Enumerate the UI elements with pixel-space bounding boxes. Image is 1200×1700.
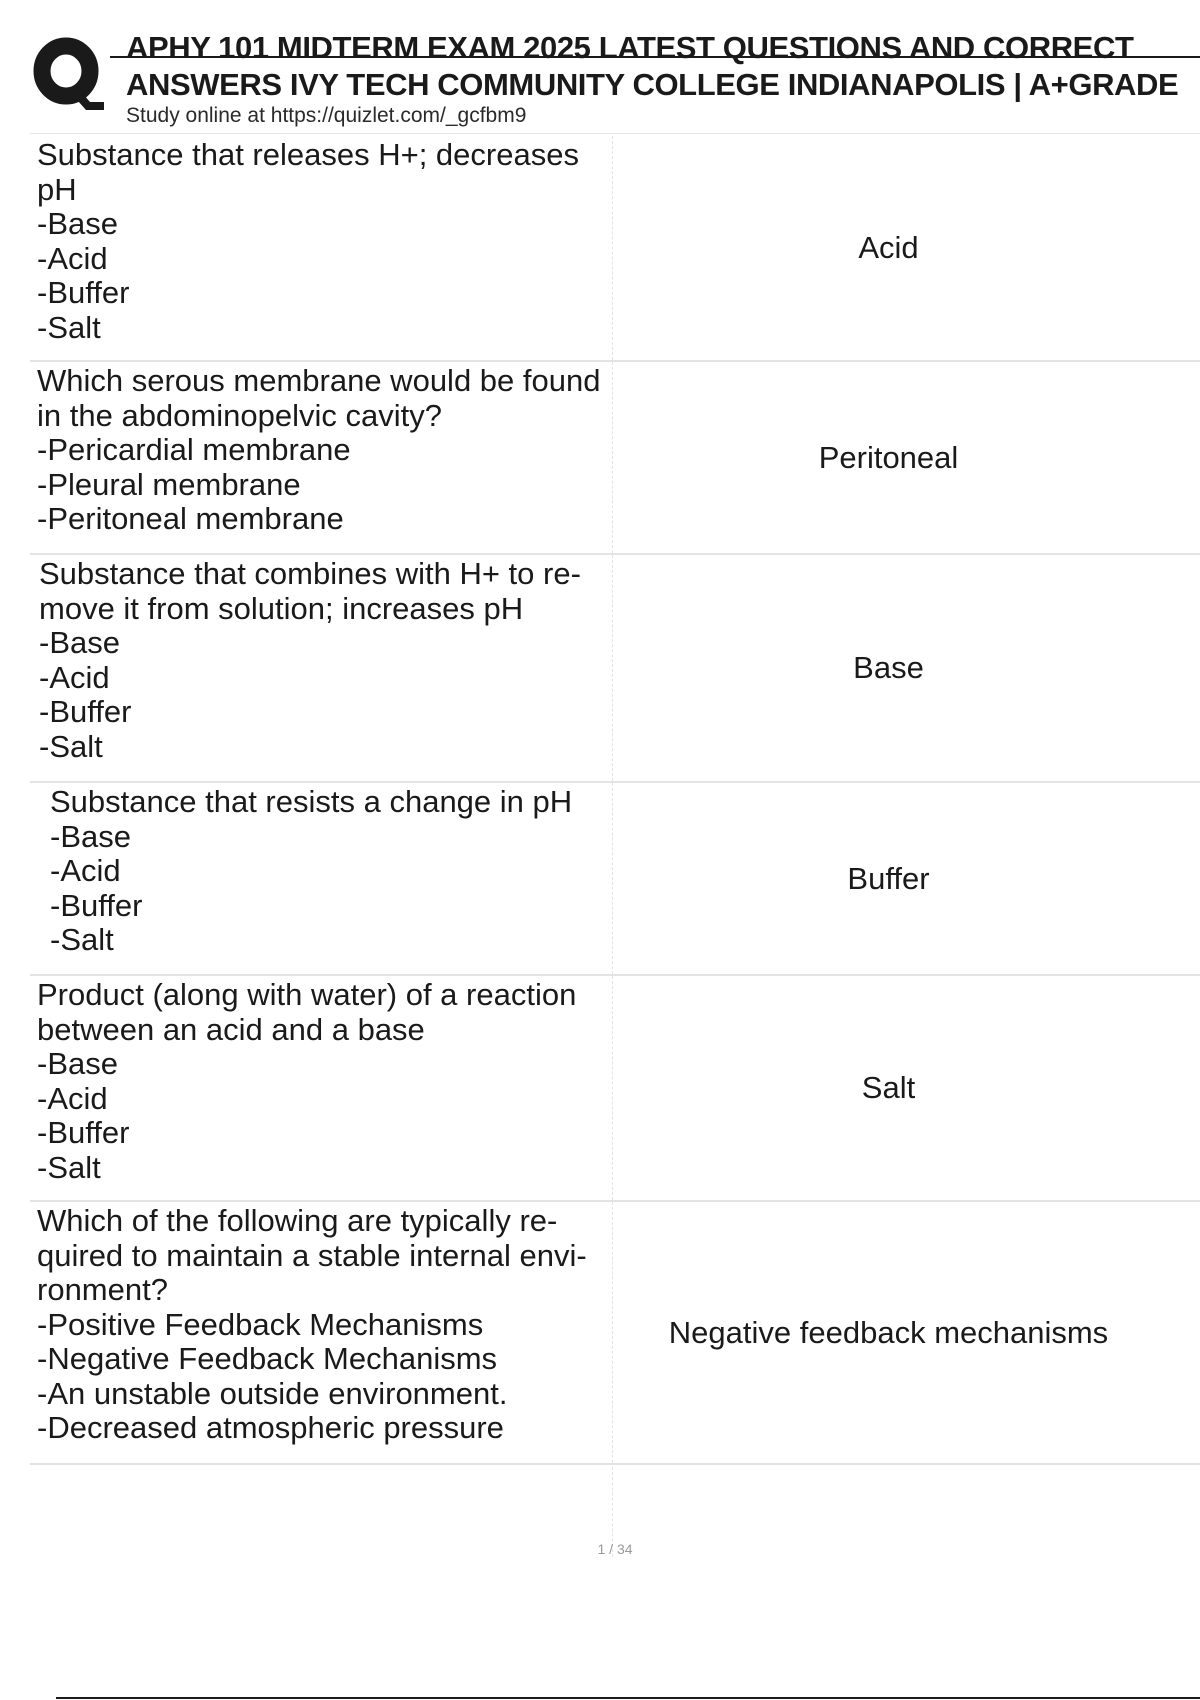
- document-header: [0, 0, 1200, 135]
- flashcard-term: [30, 362, 613, 553]
- flashcard: [30, 555, 1200, 783]
- term-line: move it from solution; increases pH: [39, 590, 524, 626]
- term-line: Substance that releases H+; decreases: [37, 137, 579, 172]
- term-option: -Positive Feedback Mechanisms: [37, 1306, 484, 1342]
- flashcard-definition: Salt: [861, 1070, 916, 1105]
- flashcard: [30, 783, 1200, 976]
- term-option: -Acid: [50, 853, 121, 888]
- term-line: Which serous membrane would be found: [37, 363, 601, 398]
- header-divider: [30, 133, 1200, 134]
- term-option: -Pericardial membrane: [37, 432, 351, 467]
- term-option: -Acid: [37, 240, 108, 276]
- term-line: Substance that resists a change in pH: [50, 784, 573, 819]
- flashcard-list: [30, 136, 1200, 1465]
- flashcard-term: [30, 555, 613, 781]
- page-number: 1 / 34: [597, 1541, 633, 1557]
- term-option: -Salt: [50, 922, 114, 957]
- term-option: -Buffer: [37, 275, 130, 310]
- term-line: quired to maintain a stable internal envi-: [37, 1237, 587, 1273]
- quizlet-q-logo-icon: [32, 34, 104, 112]
- term-option: -Salt: [37, 309, 101, 345]
- term-option: -Buffer: [50, 887, 143, 923]
- flashcard-definition: Buffer: [847, 860, 930, 896]
- term-line: ronment?: [37, 1272, 168, 1307]
- flashcard: [30, 136, 1200, 362]
- document-title-line-1: APHY 101 MIDTERM EXAM 2025 LATEST QUESTIONS AND CORRECT: [126, 30, 1134, 65]
- term-option: -Buffer: [39, 694, 132, 729]
- flashcard: [30, 362, 1200, 555]
- flashcard-term: [30, 783, 613, 974]
- term-option: -Base: [50, 818, 131, 854]
- flashcard-term: [30, 1202, 613, 1463]
- term-option: -Salt: [37, 1149, 101, 1185]
- term-option: -Acid: [37, 1080, 108, 1116]
- term-option: -Peritoneal membrane: [37, 501, 344, 536]
- flashcard: [30, 976, 1200, 1202]
- document-title-line-2: ANSWERS IVY TECH COMMUNITY COLLEGE INDIANAPOLIS | A+GRADE: [126, 67, 1179, 102]
- term-option: -Negative Feedback Mechanisms: [37, 1341, 498, 1376]
- flashcard-definition: Peritoneal: [818, 439, 959, 475]
- study-online-link[interactable]: Study online at https://quizlet.com/_gcfbm9: [126, 104, 527, 127]
- term-option: -Buffer: [37, 1115, 130, 1150]
- term-option: -Acid: [39, 659, 110, 695]
- flashcard-definition: Negative feedback mechanisms: [668, 1314, 1109, 1350]
- term-option: -Salt: [39, 728, 103, 764]
- term-option: -An unstable outside environment.: [37, 1375, 508, 1411]
- flashcard-term: [30, 976, 613, 1200]
- term-line: in the abdominopelvic cavity?: [37, 397, 442, 433]
- term-option: -Decreased atmospheric pressure: [37, 1410, 504, 1445]
- term-line: between an acid and a base: [37, 1011, 425, 1047]
- footer-divider: [56, 1697, 1200, 1699]
- flashcard-definition: Acid: [858, 230, 919, 265]
- term-option: -Base: [37, 1046, 118, 1081]
- term-line: Substance that combines with H+ to re-: [39, 556, 581, 591]
- flashcard: [30, 1202, 1200, 1465]
- flashcard-definition: Base: [853, 650, 924, 685]
- term-option: -Base: [39, 625, 120, 660]
- flashcard-term: [30, 136, 613, 360]
- term-option: -Pleural membrane: [37, 466, 301, 502]
- term-option: -Base: [37, 206, 118, 241]
- term-line: pH: [37, 171, 77, 207]
- term-line: Which of the following are typically re-: [37, 1203, 558, 1238]
- term-line: Product (along with water) of a reaction: [37, 977, 577, 1012]
